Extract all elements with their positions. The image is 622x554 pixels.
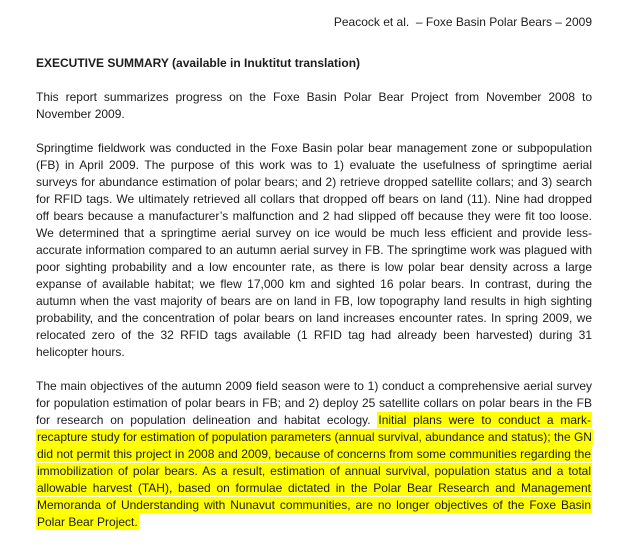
highlighted-text: Initial plans were to conduct a mark-recapture study for estimation of population parameters (annual survival, abundance and status); the GN did not permit this project in 2008 and 2009, because of concerns from some communities regarding the immobilization of polar bears. As a result, estimation of annual survival, population status and a total allowable harvest (TAH), based on formulae dictated in the Polar Bear Research and Management Memoranda of Understanding with Nunavut communities, are no longer objectives of the Foxe Basin Polar Bear Project. — [37, 413, 592, 529]
paragraph-springtime-fieldwork: Springtime fieldwork was conducted in the Foxe Basin polar bear management zone or subpopulation (FB) in April 2009. The purpose of this work was to 1) evaluate the usefulness of springtime aerial surveys for abundance estimation of polar bears; and 2) retrieve dropped satellite collars; and 3) search for RFID tags. We ultimately retrieved all collars that dropped off bears on land (11). Nine had dropped off bears because a manufacturer’s malfunction and 2 had slipped off because they were fit too loose. We determined that a springtime aerial survey on ice would be much less efficient and provide less-accurate information compared to an autumn aerial survey in FB. The springtime work was plagued with poor sighting probability and a low encounter rate, as there is low polar bear density across a large expanse of available habitat; we flew 17,000 km and sighted 16 polar bears. In contrast, during the autumn when the vast majority of bears are on land in FB, low topography land results in high sighting probability, and the concentration of polar bears on land increases encounter rates. In spring 2009, we relocated zero of the 32 RFID tags available (1 RFID tag had already been harvested) during 31 helicopter hours. — [36, 141, 592, 359]
executive-summary-heading: EXECUTIVE SUMMARY (available in Inuktitut translation) — [36, 56, 361, 70]
running-header: Peacock et al. – Foxe Basin Polar Bears – 2009 — [333, 15, 592, 29]
paragraph-autumn-objectives-normal-text: The main objectives of the autumn 2009 field season were to 1) conduct a comprehensive aerial survey for population estimation of polar bears in FB; and 2) deploy 25 satellite collars on polar bears in the FB for research on population delineation and habitat ecology. — [36, 379, 592, 427]
paragraph-intro: This report summarizes progress on the Foxe Basin Polar Bear Project from November 2008 to November 2009. — [36, 90, 592, 121]
paragraph-autumn-objectives — [36, 378, 592, 531]
